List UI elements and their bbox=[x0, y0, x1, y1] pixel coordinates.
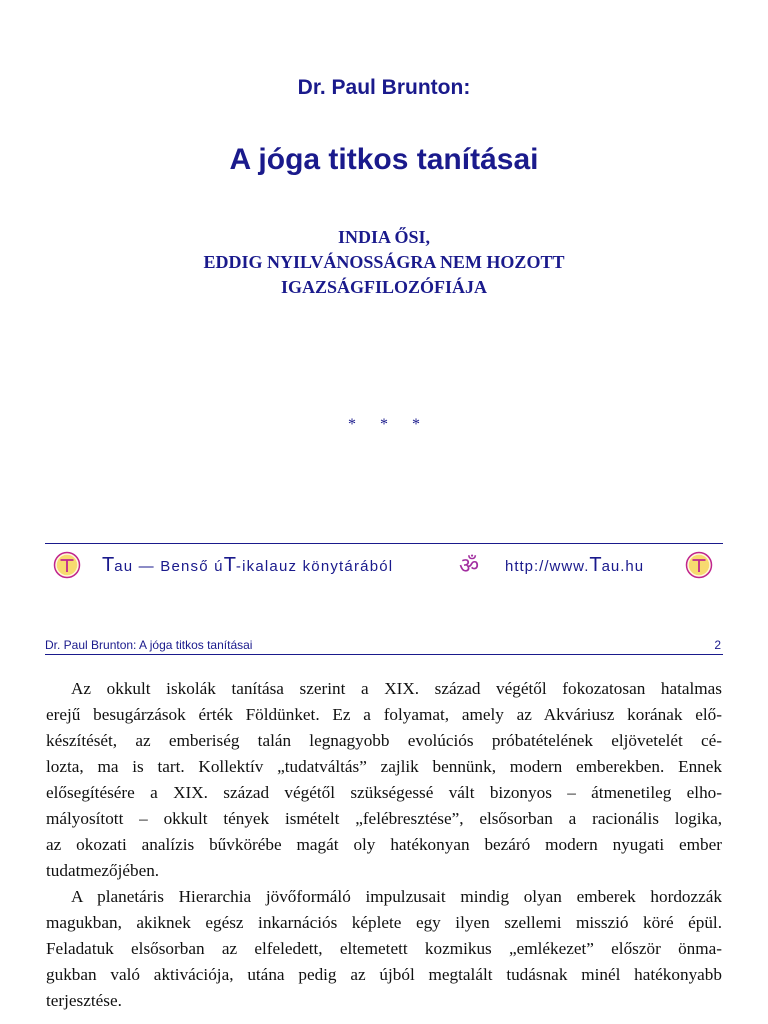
om-symbol-icon: ॐ bbox=[459, 554, 480, 579]
paragraph-line: magukban, akiknek egész inkarnációs képlete egy ilyen szellemi misszió köré épül. bbox=[46, 913, 722, 932]
paragraph-line: A planetáris Hierarchia jövőformáló impulzusait mindig olyan emberek hordozzák bbox=[71, 887, 722, 906]
subtitle-line: IGAZSÁGFILOZÓFIÁJA bbox=[280, 277, 488, 297]
footer-tau-letter: T bbox=[102, 554, 115, 576]
footer-dash: — bbox=[133, 558, 161, 575]
paragraph-line: tudatmezőjében. bbox=[46, 861, 160, 880]
paragraph-line: gukban való aktivációja, utána pedig az újból megtalált tudásnak minél hatékonyabb bbox=[46, 965, 722, 984]
paragraph-line: készítését, az emberiség talán legnagyobb evolúciós próbatételének eljövetelét cé- bbox=[46, 731, 722, 750]
body-text bbox=[46, 676, 722, 1014]
publisher-footer bbox=[45, 548, 723, 584]
url-prefix: http://www. bbox=[505, 558, 590, 575]
footer-ikalauz: -ikalauz könytárából bbox=[235, 558, 394, 575]
subtitle-line: INDIA ŐSI, bbox=[337, 227, 431, 247]
url-t-letter: T bbox=[589, 554, 602, 576]
header-divider bbox=[45, 654, 723, 655]
paragraph-line: erejű besugárzások érték Földünket. Ez a folyamat, amely az Akváriusz korának elő- bbox=[46, 705, 722, 724]
subtitle-line: EDDIG NYILVÁNOSSÁGRA NEM HOZOTT bbox=[203, 252, 565, 272]
paragraph-line: Feladatuk elsősorban az elfeledett, eltemetett kozmikus „emlékezet” először önma- bbox=[46, 939, 722, 958]
author-heading: Dr. Paul Brunton: bbox=[297, 76, 471, 99]
book-subtitle bbox=[0, 225, 768, 300]
footer-library-text bbox=[102, 554, 393, 577]
footer-url-link[interactable] bbox=[505, 554, 644, 577]
footer-benso: Benső ú bbox=[160, 558, 224, 575]
tau-logo-icon bbox=[685, 551, 713, 579]
footer-divider bbox=[45, 543, 723, 544]
paragraph-line: mályosított – okkult tények ismételt „felébresztése”, elsősorban a racionális logika, bbox=[46, 809, 722, 828]
page-number: 2 bbox=[714, 638, 721, 652]
paragraph-line: az okozati analízis bűvkörébe magát oly hatékonyan bezáró modern nyugati ember bbox=[46, 835, 722, 854]
tau-logo-icon bbox=[53, 551, 81, 579]
paragraph-line: lozta, ma is tart. Kollektív „tudatváltás” zajlik bennünk, modern emberekben. Ennek bbox=[46, 757, 722, 776]
paragraph-line: terjesztése. bbox=[46, 991, 122, 1010]
section-stars: * * * bbox=[348, 416, 430, 433]
book-title: A jóga titkos tanításai bbox=[229, 143, 539, 176]
paragraph-line: elősegítésére a XIX. század végétől szükségessé vált bizonyos – átmenetileg elho- bbox=[46, 783, 722, 802]
footer-tau-rest: au bbox=[114, 558, 134, 575]
url-rest: au.hu bbox=[601, 558, 645, 575]
running-header-title: Dr. Paul Brunton: A jóga titkos tanításai bbox=[45, 638, 253, 652]
paragraph-line: Az okkult iskolák tanítása szerint a XIX. század végétől fokozatosan hatalmas bbox=[71, 679, 722, 698]
footer-t-letter: T bbox=[223, 554, 236, 576]
